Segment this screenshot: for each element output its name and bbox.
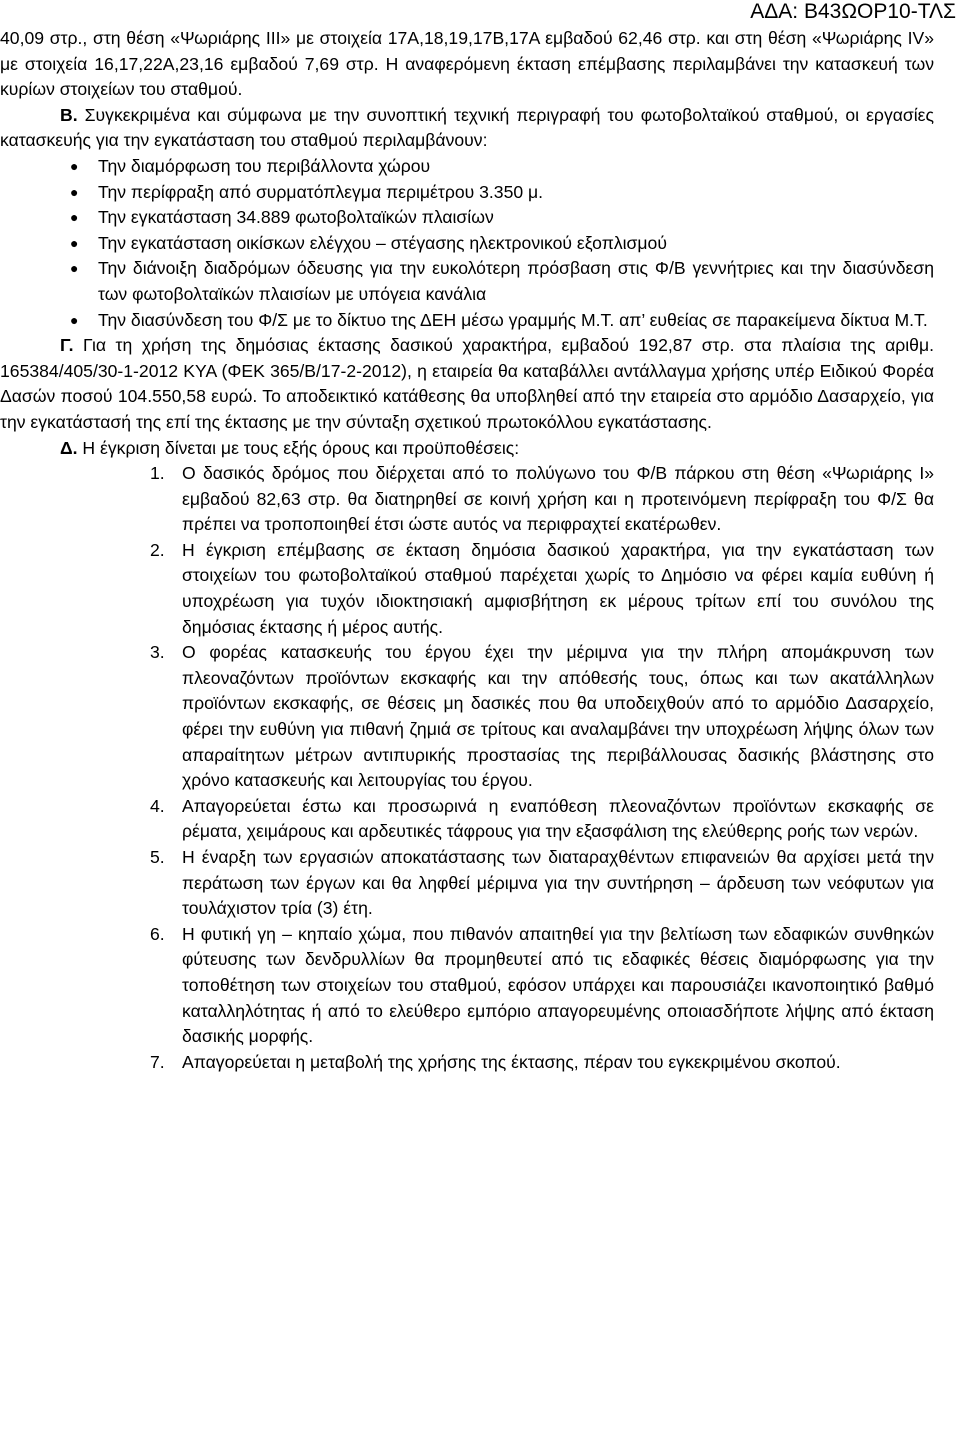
term-text: Ο δασικός δρόμος που διέρχεται από το πολύγωνο του Φ/Β πάρκου στη θέση «Ψωριάρης Ι» εμβαδού 82,63 στρ. θα διατηρηθεί σε κοινή χρήση και η προτεινόμενη περίφραξη του Φ/Σ θα πρέπει να τροποποιηθεί έτσι ώστε αυτός να περιφραχτεί εκατέρωθεν. <box>182 463 934 535</box>
section-b-text: Συγκεκριμένα και σύμφωνα με την συνοπτική τεχνική περιγραφή του φωτοβολταϊκού σταθμού, οι εργασίες κατασκευής για την εγκατάσταση του σταθμού περιλαμβάνουν: <box>0 104 934 151</box>
section-b-label: Β. <box>60 104 78 125</box>
bullet-text: Την εγκατάσταση 34.889 φωτοβολταϊκών πλαισίων <box>98 207 494 228</box>
term-number: 3. <box>150 642 165 663</box>
term-number: 6. <box>150 923 165 944</box>
bullet-icon: ● <box>70 209 79 226</box>
term-text: Απαγορεύεται έστω και προσωρινά η εναπόθεση πλεοναζόντων προϊόντων εκσκαφής σε ρέματα, χειμάρους και αρδευτικές τάφρους για την εξασφάλιση της ελεύθερης ροής των νερών. <box>182 795 934 842</box>
bullet-icon: ● <box>70 260 79 277</box>
section-c-text: Για τη χρήση της δημόσιας έκτασης δασικού χαρακτήρα, εμβαδού 192,87 στρ. στα πλαίσια της αριθμ. 165384/405/30-1-2012 ΚΥΑ (ΦΕΚ 365/Β/17-2-2012), η εταιρεία θα καταβάλλει αντάλλαγμα χρήσης υπέρ Ειδικού Φορέα Δασών ποσού 104.550,58 ευρώ. Το αποδεικτικό κατάθεσης θα υποβληθεί από την εταιρεία στο αρμόδιο Δασαρχείο, για την εγκατάστασή της επί της έκτασης με την σύνταξη σχετικού πρωτοκόλλου εγκατάστασης. <box>0 335 934 432</box>
list-item <box>0 1050 934 1076</box>
section-c-paragraph <box>0 333 934 435</box>
list-item <box>0 308 934 334</box>
list-item <box>0 205 934 231</box>
term-text: Απαγορεύεται η μεταβολή της χρήσης της έκτασης, πέραν του εγκεκριμένου σκοπού. <box>182 1051 841 1072</box>
term-text: Η έναρξη των εργασιών αποκατάστασης των διαταραχθέντων επιφανειών θα αρχίσει μετά την περάτωση των έργων και θα ληφθεί μέριμνα για την συντήρηση – άρδευση των νεόφυτων για τουλάχιστον τρία (3) έτη. <box>182 847 934 919</box>
list-item <box>0 845 934 922</box>
list-item <box>0 461 934 538</box>
section-d-paragraph <box>0 436 934 462</box>
bullet-icon: ● <box>70 234 79 251</box>
list-item <box>0 538 934 640</box>
term-number: 5. <box>150 847 165 867</box>
list-item <box>0 154 934 180</box>
term-number: 7. <box>150 1051 165 1072</box>
section-b-paragraph <box>0 103 934 154</box>
list-item <box>0 640 934 794</box>
document-page <box>0 26 934 1075</box>
list-item <box>0 922 934 1050</box>
term-number: 2. <box>150 539 165 560</box>
list-item <box>0 231 934 257</box>
bullet-text: Την διαμόρφωση του περιβάλλοντα χώρου <box>98 155 431 176</box>
term-text: Η έγκριση επέμβασης σε έκταση δημόσια δασικού χαρακτήρα, για την εγκατάσταση των στοιχείων του φωτοβολταϊκού σταθμού παρέχεται χωρίς το Δημόσιο να φέρει καμία ευθύνη ή υποχρέωση για τυχόν ιδιοκτησιακή αμφισβήτηση εκ μέρους τρίτων επί του συνόλου της δημόσιας έκτασης ή μέρος αυτής. <box>182 539 934 637</box>
bullet-text: Την εγκατάσταση οικίσκων ελέγχου – στέγασης ηλεκτρονικού εξοπλισμού <box>98 232 667 253</box>
term-number: 1. <box>150 463 165 484</box>
terms-numbered-list <box>0 461 934 1075</box>
bullet-text: Την περίφραξη από συρματόπλεγμα περιμέτρου 3.350 μ. <box>98 181 544 202</box>
list-item <box>0 256 934 307</box>
intro-paragraph: 40,09 στρ., στη θέση «Ψωριάρης ΙΙΙ» με στοιχεία 17Α,18,19,17Β,17Α εμβαδού 62,46 στρ. και στη θέση «Ψωριάρης ΙV» με στοιχεία 16,17,22Α,23,16 εμβαδού 7,69 στρ. Η αναφερόμενη έκταση επέμβασης περιλαμβάνει την κατασκευή των κυρίων στοιχείων του σταθμού. <box>0 28 934 100</box>
works-bullet-list <box>0 154 934 333</box>
section-d-text: Η έγκριση δίνεται με τους εξής όρους και προϋποθέσεις: <box>77 437 520 458</box>
term-text: Ο φορέας κατασκευής του έργου έχει την μέριμνα για την πλήρη απομάκρυνση των πλεοναζόντων προϊόντων εκσκαφής και την απόθεσής τους, όπως και των ακατάλληλων προϊόντων εκσκαφής, σε θέσεις μη δασικές που θα υποδειχθούν από το αρμόδιο Δασαρχείο, φέρει την ευθύνη για πιθανή ζημιά σε τρίτους και αναλαμβάνει την υποχρέωση λήψης όλων των απαραίτητων μέτρων αντιπυρικής προστασίας της περιβάλλουσας δασικής βλάστησης στο χρόνο κατασκευής και λειτουργίας του έργου. <box>182 642 934 791</box>
list-item <box>0 794 934 845</box>
term-text: Η φυτική γη – κηπαίο χώμα, που πιθανόν απαιτηθεί για την βελτίωση των εδαφικών συνθηκών φύτευσης των δενδρυλλίων θα προμηθευτεί από τις εδαφικές θέσεις διαμόρφωσης για την τοποθέτηση των στοιχείων του σταθμού, εφόσον υπάρχει και παρουσιάζει ικανοποιητικό βαθμό καταλληλότητας ή από το ελεύθερο εμπόριο απαγορευμένης οποιασδήποτε λήψης από έκταση δασικής μορφής. <box>182 923 934 1047</box>
section-d-label: Δ. <box>60 437 78 458</box>
ada-code-header: ΑΔΑ: Β43ΩΟΡ10-ΤΛΣ <box>750 0 956 23</box>
bullet-icon: ● <box>70 157 79 174</box>
section-c-label: Γ. <box>60 335 74 356</box>
list-item <box>0 180 934 206</box>
bullet-icon: ● <box>70 183 79 200</box>
bullet-icon: ● <box>70 311 79 328</box>
bullet-text: Την διασύνδεση του Φ/Σ με το δίκτυο της ΔΕΗ μέσω γραμμής Μ.Τ. απ’ ευθείας σε παρακείμενα δίκτυα Μ.Τ. <box>98 309 928 330</box>
bullet-text: Την διάνοιξη διαδρόμων όδευσης για την ευκολότερη πρόσβαση στις Φ/Β γεννήτριες και την διασύνδεση των φωτοβολταϊκών πλαισίων με υπόγεια κανάλια <box>98 258 934 304</box>
term-number: 4. <box>150 795 165 816</box>
